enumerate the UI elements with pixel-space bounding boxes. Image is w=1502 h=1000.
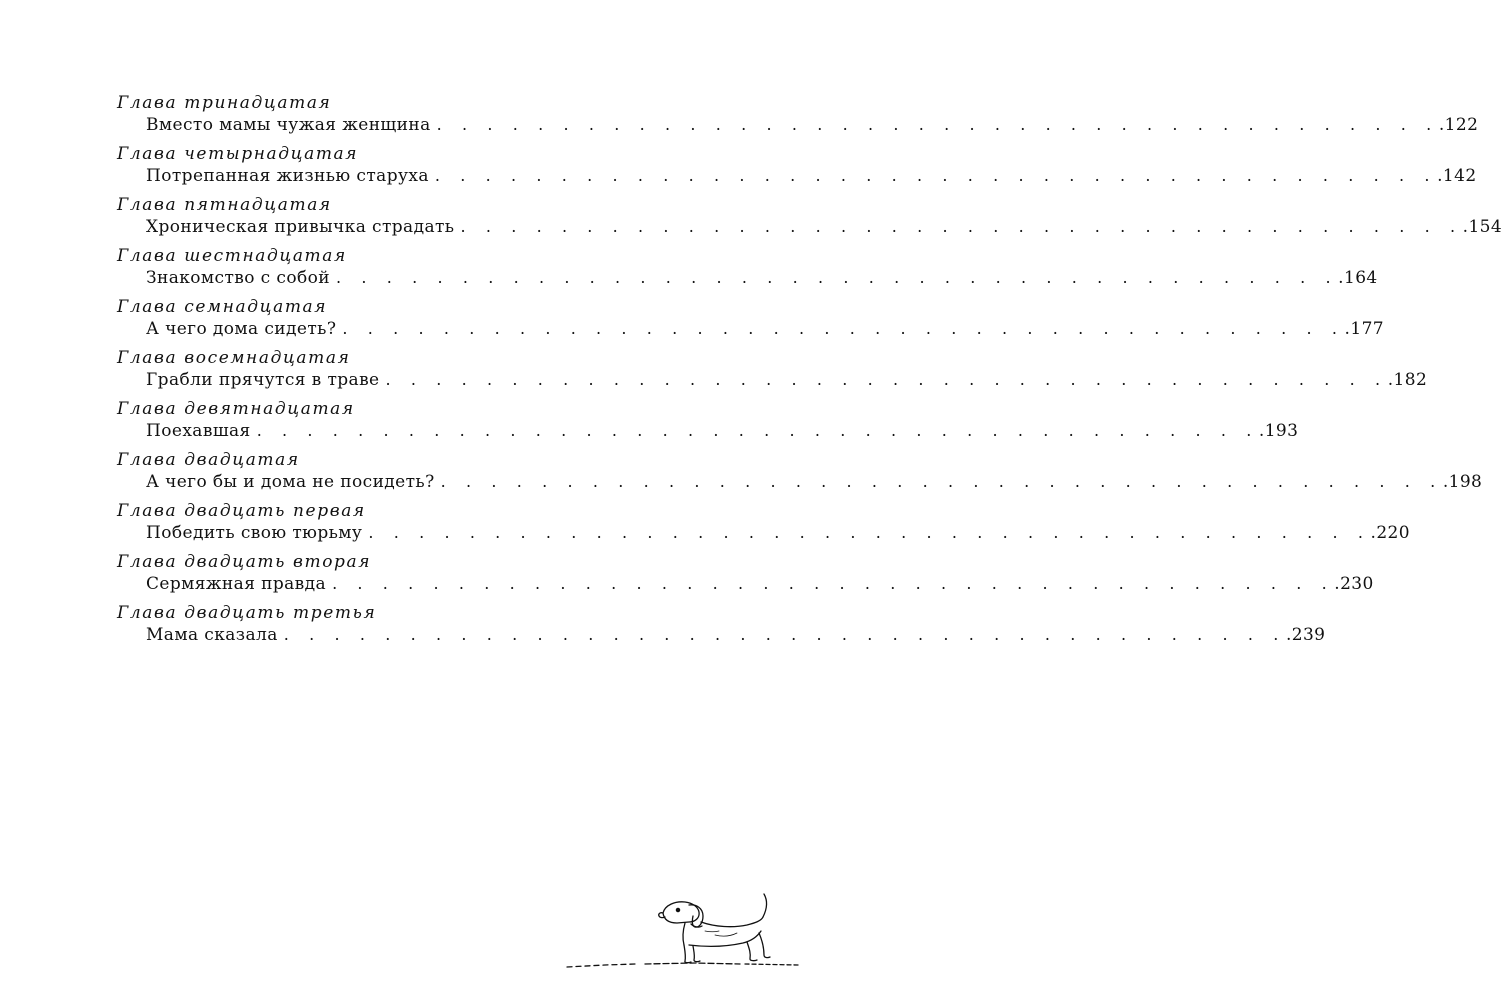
dot-leader: . . . . . . . . . . . . . . . . . . . . . . . . . . . . . . . . . . . . . . . . <box>385 370 1388 389</box>
chapter-heading: Глава восемнадцатая <box>117 348 351 368</box>
toc-line[interactable] <box>146 114 1479 136</box>
page-number: .239 <box>1285 625 1326 645</box>
page-number: .182 <box>1387 370 1428 390</box>
page-number: .122 <box>1438 115 1479 135</box>
chapter-title: А чего дома сидеть? <box>146 319 337 339</box>
toc-entry <box>117 602 1326 653</box>
chapter-title: Хроническая привычка страдать <box>146 217 455 237</box>
toc-entry <box>117 347 1428 398</box>
chapter-heading: Глава тринадцатая <box>117 93 332 113</box>
toc-entry <box>117 245 1378 296</box>
chapter-heading: Глава пятнадцатая <box>117 195 332 215</box>
toc-entry <box>117 500 1410 551</box>
dot-leader: . . . . . . . . . . . . . . . . . . . . . . . . . . . . . . . . . . . . . . . . <box>332 574 1335 593</box>
page-number: .193 <box>1258 421 1299 441</box>
toc-line[interactable] <box>146 573 1374 595</box>
toc-entry <box>117 551 1374 602</box>
table-of-contents <box>117 92 1502 653</box>
dot-leader: . . . . . . . . . . . . . . . . . . . . . . . . . . . . . . . . . . . . . . . . <box>283 625 1286 644</box>
dot-leader: . . . . . . . . . . . . . . . . . . . . . . . . . . . . . . . . . . . . . . . . <box>368 523 1371 542</box>
toc-line[interactable] <box>146 420 1299 442</box>
page-number: .154 <box>1462 217 1502 237</box>
page-number: .177 <box>1344 319 1384 339</box>
dot-leader: . . . . . . . . . . . . . . . . . . . . . . . . . . . . . . . . . . . . . . . . <box>342 319 1345 338</box>
toc-line[interactable] <box>146 165 1477 187</box>
dot-leader: . . . . . . . . . . . . . . . . . . . . . . . . . . . . . . . . . . . . . . . . <box>440 472 1443 491</box>
chapter-title: Вместо мамы чужая женщина <box>146 115 431 135</box>
chapter-heading: Глава шестнадцатая <box>117 246 347 266</box>
page-number: .230 <box>1334 574 1374 594</box>
toc-line[interactable] <box>146 318 1384 340</box>
page-number: .220 <box>1370 523 1410 543</box>
chapter-title: Знакомство с собой <box>146 268 330 288</box>
page-number: .142 <box>1437 166 1477 186</box>
toc-entry <box>117 194 1502 245</box>
dot-leader: . . . . . . . . . . . . . . . . . . . . . . . . . . . . . . . . . . . . . . . . <box>256 421 1259 440</box>
page-number: .164 <box>1338 268 1378 288</box>
dot-leader: . . . . . . . . . . . . . . . . . . . . . . . . . . . . . . . . . . . . . . . . <box>436 115 1439 134</box>
toc-line[interactable] <box>146 471 1483 493</box>
chapter-title: Поехавшая <box>146 421 251 441</box>
toc-entry <box>117 92 1479 143</box>
toc-entry <box>117 296 1384 347</box>
chapter-title: Потрепанная жизнью старуха <box>146 166 429 186</box>
toc-line[interactable] <box>146 369 1428 391</box>
chapter-title: Победить свою тюрьму <box>146 523 363 543</box>
dot-leader: . . . . . . . . . . . . . . . . . . . . . . . . . . . . . . . . . . . . . . . . <box>434 166 1438 185</box>
toc-line[interactable] <box>146 216 1502 238</box>
toc-line[interactable] <box>146 267 1378 289</box>
chapter-heading: Глава семнадцатая <box>117 297 328 317</box>
chapter-title: Мама сказала <box>146 625 278 645</box>
page-number: .198 <box>1442 472 1483 492</box>
chapter-heading: Глава девятнадцатая <box>117 399 355 419</box>
chapter-title: Грабли прячутся в траве <box>146 370 380 390</box>
chapter-heading: Глава четырнадцатая <box>117 144 359 164</box>
chapter-heading: Глава двадцатая <box>117 450 300 470</box>
chapter-heading: Глава двадцать третья <box>117 603 377 623</box>
dot-leader: . . . . . . . . . . . . . . . . . . . . . . . . . . . . . . . . . . . . . . . . <box>460 217 1463 236</box>
toc-entry <box>117 449 1483 500</box>
dot-leader: . . . . . . . . . . . . . . . . . . . . . . . . . . . . . . . . . . . . . . . . <box>335 268 1339 287</box>
toc-line[interactable] <box>146 522 1410 544</box>
toc-entry <box>117 398 1299 449</box>
chapter-heading: Глава двадцать вторая <box>117 552 372 572</box>
toc-entry <box>117 143 1477 194</box>
chapter-title: Сермяжная правда <box>146 574 327 594</box>
chapter-title: А чего бы и дома не посидеть? <box>146 472 435 492</box>
chapter-heading: Глава двадцать первая <box>117 501 366 521</box>
toc-line[interactable] <box>146 624 1326 646</box>
dachshund-drawing-icon <box>565 885 800 980</box>
